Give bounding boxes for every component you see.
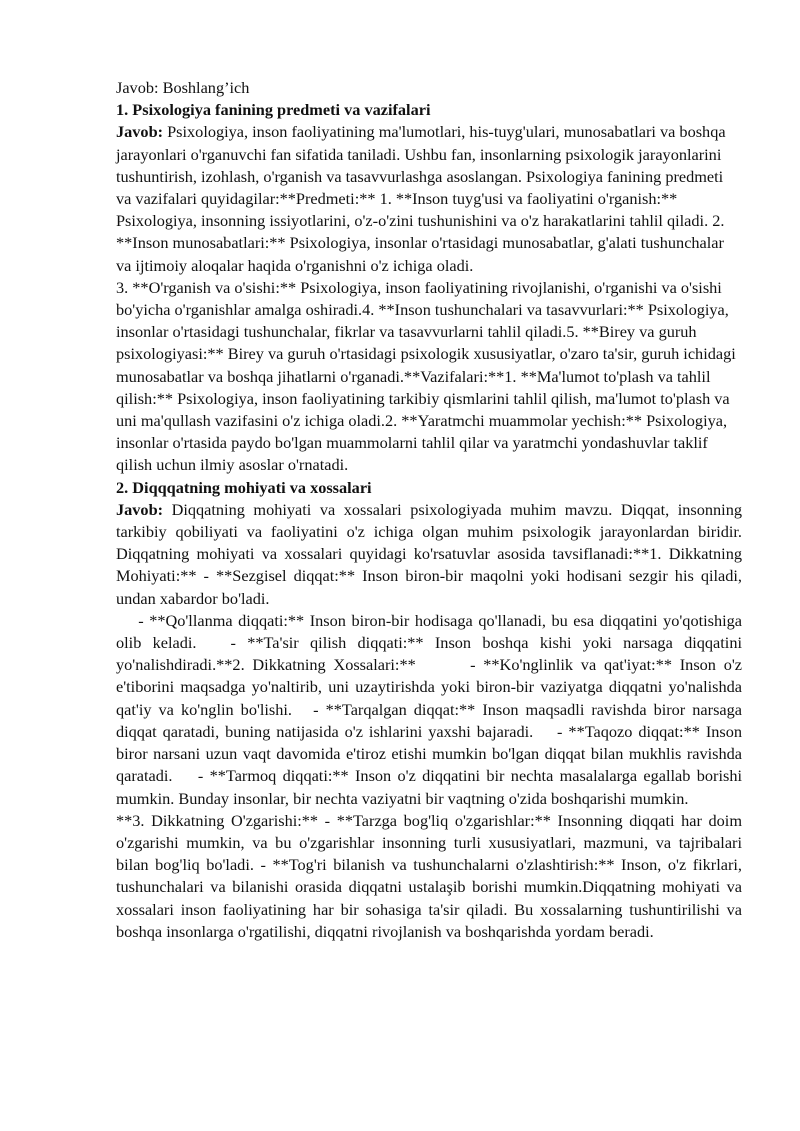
intro-line: Javob: Boshlang’ich (116, 78, 250, 97)
section-2-heading: 2. Diqqqatning mohiyati va xossalari (116, 477, 372, 497)
section-1-answer-label: Javob: (116, 122, 164, 142)
section-2-paragraph-1-text: Diqqatning mohiyati va xossalari psixologiyada muhim mavzu. Diqqat, insonning tarkibiy qobiliyati va faoliyatini o'z ichiga olgan muhim psixologik jarayonlardan biridir. Diqqatning mohiyati va xossalari quyidagi ko'rsatuvlar asosida tavsiflanadi:**1. Dikkatning Mohiyati:** - **Sezgisel diqqat:** Inson biron-bir maqolni yoki hodisani sezgir his qiladi, undan xabardor bo'ladi. (116, 499, 742, 608)
section-2-paragraph-2: - **Qo'llanma diqqati:** Inson biron-bir hodisaga qo'llanadi, bu esa diqqatini yo'qotishiga olib keladi. - **Ta'sir qilish diqqati:** Inson boshqa kishi yoki narsaga diqqatini yo'nalishdiradi.**2. Dikkatning Xossalari:** - **Ko'nglinlik va qat'iyat:** Inson o'z e'tiborini maqsadga yo'naltirib, uni uzaytirishda yoki biron-bir vaziyatga diqqatni yo'nalishda qat'iy va ko'nglin bo'lishi. - **Tarqalgan diqqat:** Inson maqsadli ravishda biror narsaga diqqat qaratadi, buning natijasida o'z ishlarini yaxshi bajaradi. - **Taqozo diqqat:** Inson biror narsani uzun vaqt davomida e'tiroz etishi mumkin bo'lgan diqqat bilan mukhlis ravishda qaratadi. - **Tarmoq diqqati:** Inson o'z diqqatini bir nechta masalalarga egallab borishi mumkin. Bunday insonlar, bir nechta vaziyatni bir vaqtning o'zida boshqarishi mumkin. (116, 610, 747, 808)
section-1-paragraph-1 (116, 121, 742, 276)
section-2-paragraph-3: **3. Dikkatning O'zgarishi:** - **Tarzga bog'liq o'zgarishlar:** Insonning diqqati har doim o'zgarishi mumkin, va bu o'zgarishlar insonning turli xususiyatlari, mazmuni, va tajribalari bilan bog'liq bo'ladi. - **Tog'ri bilanish va tushunchalarni o'zlashtirish:** Inson, o'z fikrlari, tushunchalari va bilanishi orasida diqqatni ustalaşib borishi mumkin.Diqqatning mohiyati va xossalari inson faoliyatining har bir sohasiga ta'sir qiladi. Bu xossalarning tushuntirilishi va boshqa insonlarga o'rgatilishi, diqqatni rivojlanish va boshqarishda yordam beradi. (116, 810, 742, 941)
section-2-paragraph-1 (116, 499, 742, 610)
section-1-heading: 1. Psixologiya fanining predmeti va vazifalari (116, 100, 431, 120)
section-2-answer-label: Javob: (116, 499, 164, 519)
section-1-paragraph-2: 3. **O'rganish va o'sishi:** Psixologiya, inson faoliyatining rivojlanishi, o'rganishi va o'sishi bo'yicha o'rganishlar amalga oshiradi.4. **Inson tushunchalari va tasavvurlari:** Psixologiya, insonlar o'rtasidagi tushunchalar, fikrlar va tasavvurlarni tahlil qiladi.5. **Birey va guruh psixologiyasi:** Birey va guruh o'rtasidagi psixologik xususiyatlar, o'zaro ta'sir, guruh ichidagi munosabatlar va boshqa jihatlarni o'rganadi.**Vazifalari:**1. **Ma'lumot to'plash va tahlil qilish:** Psixologiya, inson faoliyatining tarkibiy qismlarini tahlil qilish, ma'lumot to'plash va uni ma'qullash vazifasini o'z ichiga oladi.2. **Yaratmchi muammolar yechish:** Psixologiya, insonlar o'rtasida paydo bo'lgan muammolarni tahlil qilar va yaratmchi yondashuvlar taklif qilish uchun ilmiy asoslar o'rnatadi. (116, 277, 736, 475)
section-1-paragraph-1-text: Psixologiya, inson faoliyatining ma'lumotlari, his-tuyg'ulari, munosabatlari va boshqa jarayonlari o'rganuvchi fan sifatida taniladi. Ushbu fan, insonlarning psixologik jarayonlarini tushuntirish, izohlash, o'rganish va tasavvurlashga asoslangan. Psixologiya fanining predmeti va vazifalari quyidagilar:**Predmeti:** 1. **Inson tuyg'usi va faoliyatini o'rganish:** Psixologiya, insonning issiyotlarini, o'z-o'zini tushunishini va o'z harakatlarini tahlil qiladi. 2. **Inson munosabatlari:** Psixologiya, insonlar o'rtasidagi munosabatlar, g'alati tushunchalar va ijtimoiy aloqalar haqida o'rganishni o'z ichiga oladi. (116, 122, 726, 275)
